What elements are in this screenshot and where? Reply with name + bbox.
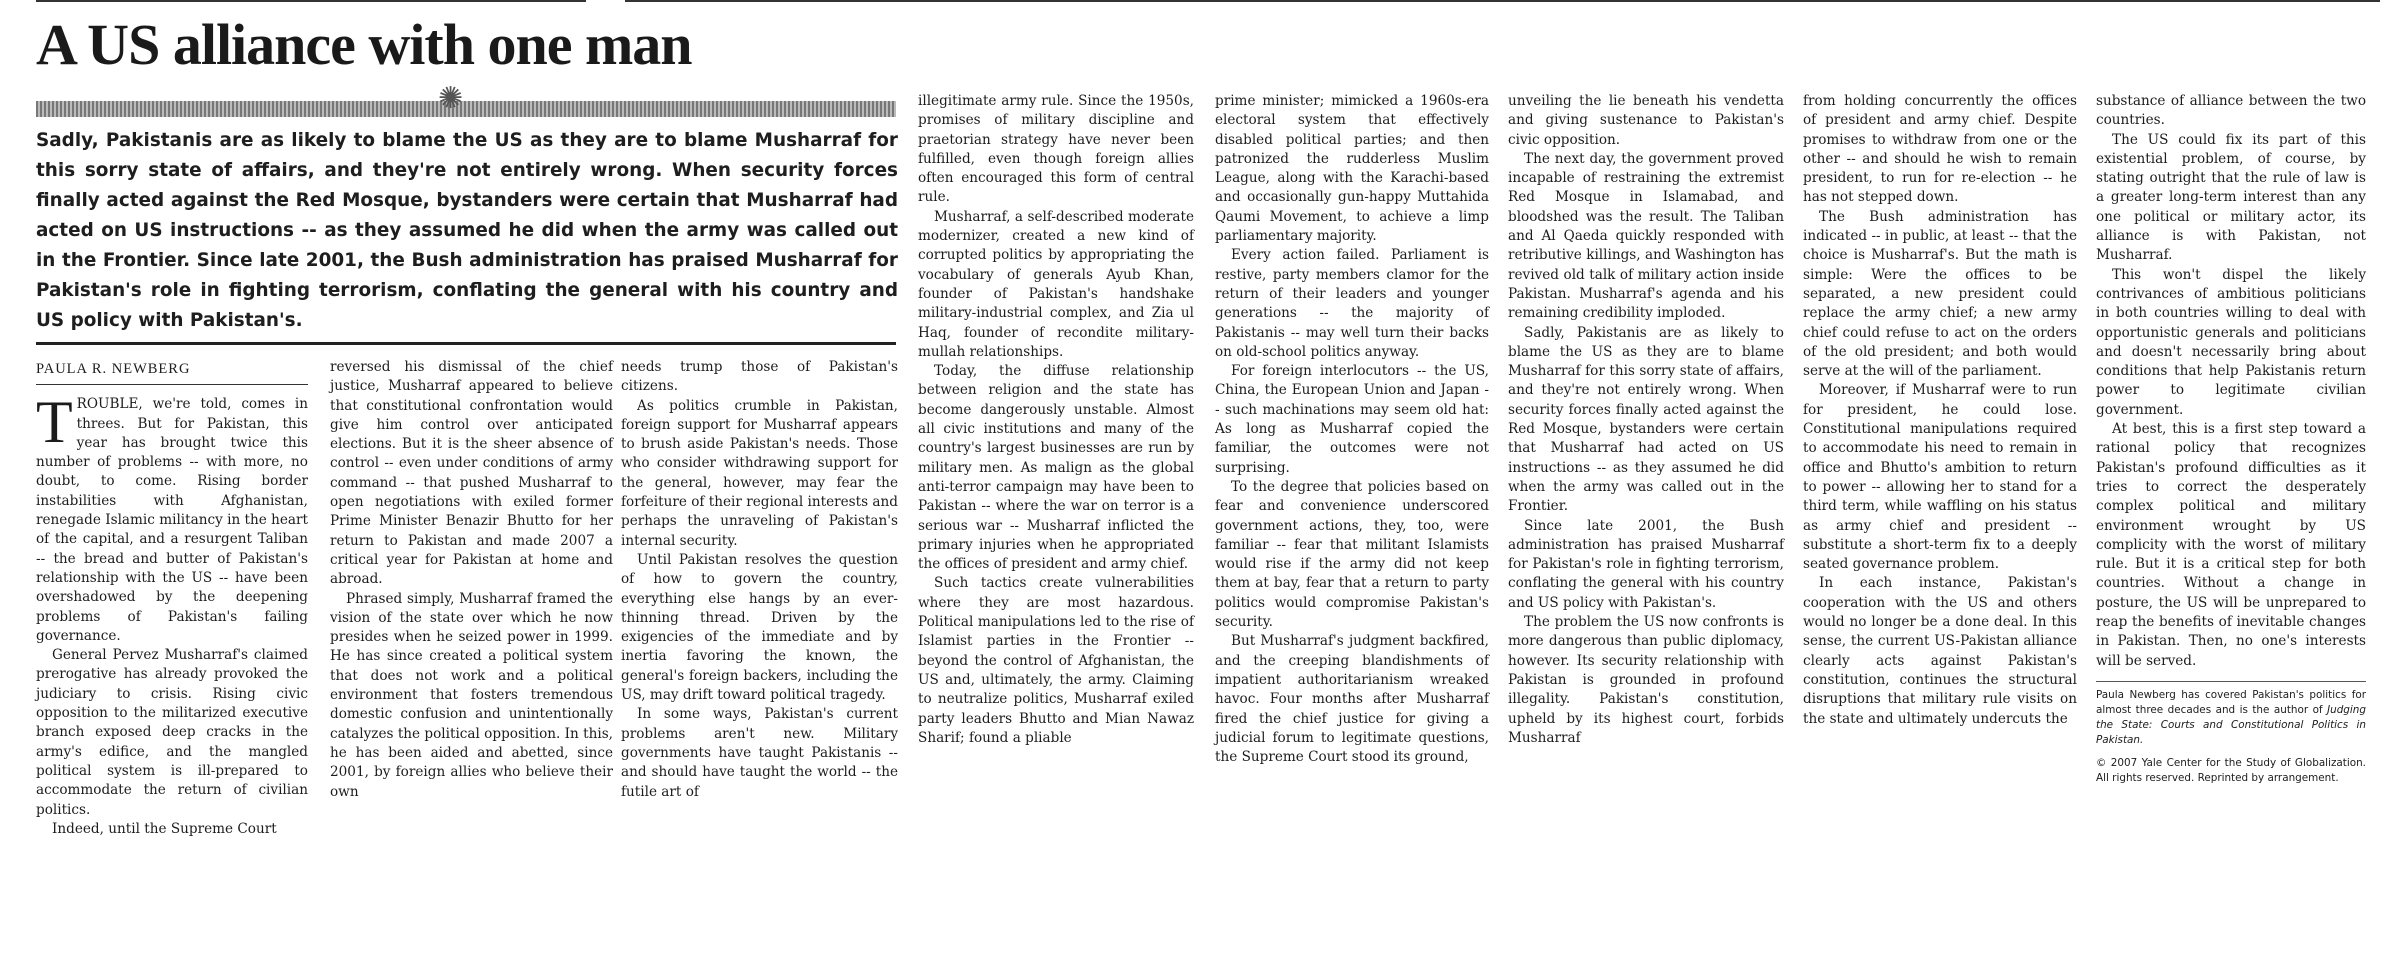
column-1 [36,360,308,839]
paragraph: The problem the US now confronts is more dangerous than public diplomacy, however. Its security relationship with Pakistan is grounded in profound illegality. Pakistan's constitution, upheld by its highest court, forbids Musharraf [1508,614,1784,746]
paragraph: But Musharraf's judgment backfired, and the creeping blandishments of impatient authoritarianism wreaked havoc. Four months after Musharraf fired the chief justice for giving a judicial forum to legitimate questions, the Supreme Court stood its ground, [1215,633,1489,766]
paragraph: General Pervez Musharraf's claimed prerogative has already provoked the judiciary to crisis. Rising civic opposition to the militarized executive branch exposed deep cracks in the army's edifice, and the mangled political system is ill-prepared to accommodate the return of civilian politics. [36,647,308,818]
paragraph: from holding concurrently the offices of president and army chief. Despite promises to withdraw from one or the other -- and should he wish to remain president, to run for re-election -- he has not stepped down. [1803,93,2077,206]
paragraph: As politics crumble in Pakistan, foreign support for Musharraf appears to brush aside Pakistan's needs. Those who consider withdrawing support for the general, however, may fear the forfeiture of their regional interests and perhaps the unraveling of Pakistan's internal security. [621,397,898,549]
paragraph: Moreover, if Musharraf were to run for president, he could lose. Constitutional manipulations required to accommodate his need to remain in office and Bhutto's ambition to return to power -- allowing her to stand for a third term, while waffling on his status as army chief and president -- substitute a short-term fix to a deeply seated governance problem. [1803,382,2077,573]
paragraph: Today, the diffuse relationship between religion and the state has become dangerously unstable. Almost all civic institutions and many of the country's largest businesses are run by military men. As malign as the global anti-terror campaign may have been to Pakistan -- where the war on terror is a serious war -- Musharraf inflicted the primary injuries when he appropriated the offices of president and army chief. [918,363,1194,573]
paragraph: reversed his dismissal of the chief justice, Musharraf appeared to believe that constitutional confrontation would give him control over anticipated elections. But it is the sheer absence of control -- even under conditions of army command -- that pushed Musharraf to open negotiations with exiled former Prime Minister Benazir Bhutto for her return to Pakistan and made 2007 a critical year for Pakistan at home and abroad. [330,359,613,588]
column-8 [2096,92,2366,794]
column-3 [621,358,898,802]
paragraph: needs trump those of Pakistan's citizens. [621,359,898,395]
paragraph: Musharraf, a self-described moderate modernizer, created a new kind of corrupted politics by appropriating the vocabulary of generals Ayub Khan, founder of Pakistan's handshake military-industrial complex, and Zia ul Haq, founder of recondite military-mullah relationships. [918,208,1194,360]
paragraph: At best, this is a first step toward a rational policy that recognizes Pakistan's profound difficulties as it tries to correct the desperately complex political and military environment wrought by US complicity with the worst of military rule. But it is a critical step for both countries. Without a change in posture, the US will be unprepared to reap the benefits of inevitable changes in Pakistan. Then, no one's interests will be served. [2096,421,2366,669]
paragraph: Indeed, until the Supreme Court [52,820,277,837]
paragraph: illegitimate army rule. Since the 1950s, promises of military discipline and praetorian strategy have never been fulfilled, even though foreign allies often encouraged this form of central rule. [918,93,1194,206]
top-rule-right [625,0,2380,2]
paragraph: In some ways, Pakistan's current problems aren't new. Military governments have taught Pakistanis -- and should have taught the world -- the futile art of [621,706,898,800]
paragraph: Until Pakistan resolves the question of how to govern the country, everything else hangs by an ever-thinning thread. Driven by the exigencies of the immediate and by inertia favoring the known, the general's foreign backers, including the US, may drift toward political tragedy. [621,551,898,704]
paragraph: prime minister; mimicked a 1960s-era electoral system that effectively disabled political parties; and then patronized the rudderless Muslim League, along with the Karachi-based and occasionally gun-happy Muttahida Qaumi Movement, to achieve a limp parliamentary majority. [1215,93,1489,245]
paragraph: Such tactics create vulnerabilities where they are most hazardous. Political manipulations led to the rise of Islamist parties in the Frontier -- beyond the control of Afghanistan, the US and, ultimately, the army. Claiming to neutralize politics, Musharraf exiled party leaders Bhutto and Mian Nawaz Sharif; found a pliable [918,575,1194,746]
copyright-notice: © 2007 Yale Center for the Study of Globalization. All rights reserved. Reprinted by arrangement. [2096,756,2366,784]
starburst-icon: ✺ [438,81,464,116]
headline: A US alliance with one man [36,12,692,77]
column-6 [1508,92,1784,748]
paragraph: The US could fix its part of this existential problem, of course, by stating outright that the rule of law is a greater long-term interest than any one political or military actor, its alliance is with Pakistan, not Musharraf. [2096,131,2366,264]
paragraph: For foreign interlocutors -- the US, China, the European Union and Japan -- such machinations may seem old hat: As long as Musharraf copied the familiar, the outcomes were not surprising. [1215,363,1489,476]
paragraph: This won't dispel the likely contrivances of ambitious politicians in both countries willing to deal with opportunistic generals and politicians and doesn't necessarily bring about conditions that help Pakistanis return power to legitimate civilian government. [2096,266,2366,418]
byline: PAULA R. NEWBERG [36,360,308,385]
paragraph: Every action failed. Parliament is restive, party members clamor for the return of their leaders and younger generations -- the majority of Pakistanis -- may well turn their backs on old-school politics anyway. [1215,247,1489,360]
paragraph: The next day, the government proved incapable of restraining the extremist Red Mosque in Islamabad, and bloodshed was the result. The Taliban and Al Qaeda quickly responded with retributive killings, and Washington has revived old talk of military action inside Pakistan. Musharraf's agenda and his remaining credibility imploded. [1508,150,1784,322]
column-4 [918,92,1194,748]
paragraph: To the degree that policies based on fear and convenience underscored government actions, they, too, were familiar -- fear that militant Islamists would rise if the army did not keep them at bay, fear that a return to party politics would compromise Pakistan's security. [1215,478,1489,631]
headline-decor-bar [36,101,896,117]
paragraph: Sadly, Pakistanis are as likely to blame the US as they are to blame Musharraf for this sorry state of affairs, and they're not entirely wrong. When security forces finally acted against the Red Mosque, bystanders were certain that Musharraf had acted on US instructions -- as they assumed he did when the army was called out in the Frontier. [1508,324,1784,515]
bio-lead: Paula Newberg has covered Pakistan's politics for almost three decades and is the author of [2096,688,2366,716]
lead-paragraph [36,389,308,646]
paragraph: The Bush administration has indicated -- in public, at least -- that the choice is Musharraf's. But the math is simple: Were the offices to be separated, a new president could replace the army chief; a new army chief could refuse to act on the orders of the old president; and both would serve at the will of the parliament. [1803,208,2077,380]
deck-summary: Sadly, Pakistanis are as likely to blame the US as they are to blame Musharraf for this sorry state of affairs, and they're not entirely wrong. When security forces finally acted against the Red Mosque, bystanders were certain that Musharraf had acted on US instructions -- as they assumed he did when the army was called out in the Frontier. Since late 2001, the Bush administration has praised Musharraf for Pakistan's role in fighting terrorism, conflating the general with his country and US policy with Pakistan's. [36,130,898,331]
paragraph: In each instance, Pakistan's cooperation with the US and others would no longer be a done deal. In this sense, the current US-Pakistan alliance clearly acts against Pakistan's constitution, continues the structural disruptions that military rule visits on the state and ultimately undercuts the [1803,575,2077,727]
paragraph: Since late 2001, the Bush administration has praised Musharraf for Pakistan's role in fighting terrorism, conflating the general with his country and US policy with Pakistan's. [1508,517,1784,611]
deck-bottom-rule [36,342,896,345]
paragraph: Phrased simply, Musharraf framed the vision of the state over which he now presides when he seized power in 1999. He has since created a political system that does not work and a political environment that fosters tremendous domestic confusion and unintentionally catalyzes the political opposition. In this, he has been aided and abetted, since 2001, by foreign allies who believe their own [330,590,613,800]
top-rule-left [36,0,586,2]
column-7 [1803,92,2077,729]
bio-text [2096,688,2366,748]
author-bio [2096,681,2366,786]
paragraph: substance of alliance between the two countries. [2096,93,2366,129]
bio-book-title: Judging the State: Courts and Constitutional Politics in Pakistan. [2096,703,2366,746]
paragraph: unveiling the lie beneath his vendetta and giving sustenance to Pakistan's civic opposition. [1508,93,1784,148]
drop-cap: T [36,389,73,456]
column-2 [330,358,613,802]
column-5 [1215,92,1489,767]
lead-text: ROUBLE, we're told, comes in threes. But for Pakistan, this year has brought twice this number of problems -- with more, no doubt, to come. Rising border instabilities with Afghanistan, renegade Islamic militancy in the heart of the capital, and a resurgent Taliban -- the bread and butter of Pakistan's relationship with the US -- have been overshadowed by the deepening problems of Pakistan's failing governance. [36,396,308,644]
